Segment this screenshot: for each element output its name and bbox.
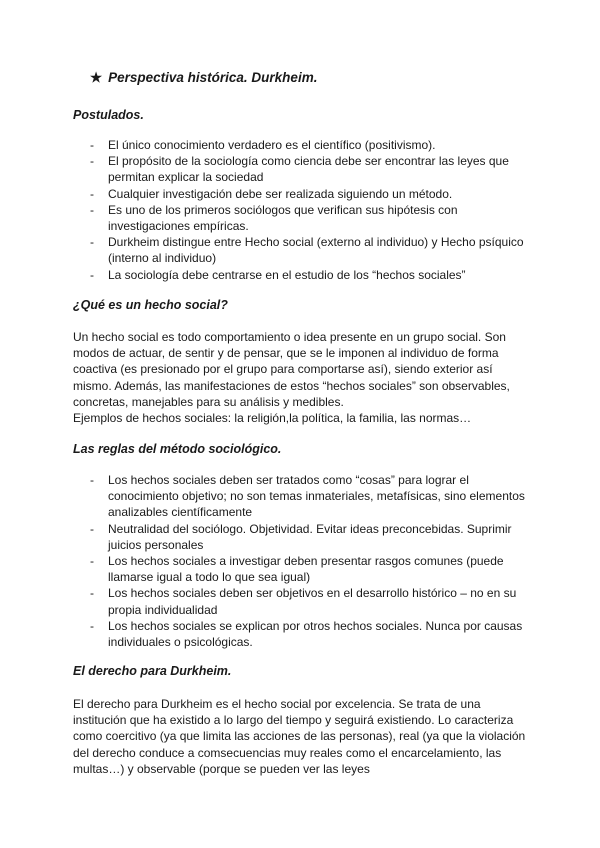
hecho-social-paragraph: Un hecho social es todo comportamiento o idea presente en un grupo social. Son modos de actuar, de sentir y de pensar, que se le imponen al individuo de forma coactiva (es presionado por el grupo para comportarse así), siendo exterior así mismo. Además, las manifestaciones de estos “hechos sociales” son observables, concretas, manejables para su análisis y medibles.: [73, 330, 510, 409]
hecho-social-heading: ¿Qué es un hecho social?: [73, 298, 228, 312]
postulados-list: [90, 137, 530, 283]
reglas-list: [90, 472, 530, 650]
postulados-heading: Postulados.: [73, 108, 144, 122]
list-item: - Neutralidad del sociólogo. Objetividad. Evitar ideas preconcebidas. Suprimir juicios personales: [90, 521, 530, 553]
list-item: - Los hechos sociales deben ser objetivos en el desarrollo histórico – no en su propia individualidad: [90, 585, 530, 617]
list-item: - La sociología debe centrarse en el estudio de los “hechos sociales”: [90, 267, 530, 283]
hecho-social-examples: Ejemplos de hechos sociales: la religión,la política, la familia, las normas…: [73, 411, 472, 425]
list-item: - El único conocimiento verdadero es el científico (positivismo).: [90, 137, 530, 153]
list-item: - Cualquier investigación debe ser realizada siguiendo un método.: [90, 186, 530, 202]
star-bullet-icon: ★: [90, 70, 103, 85]
derecho-heading: El derecho para Durkheim.: [73, 664, 232, 678]
list-item: - Los hechos sociales a investigar deben presentar rasgos comunes (puede llamarse igual a todo lo que sea igual): [90, 553, 530, 585]
list-item: - Durkheim distingue entre Hecho social (externo al individuo) y Hecho psíquico (interno al individuo): [90, 234, 530, 266]
list-item: - El propósito de la sociología como ciencia debe ser encontrar las leyes que permitan explicar la sociedad: [90, 153, 530, 185]
list-item: - Los hechos sociales se explican por otros hechos sociales. Nunca por causas individuales o psicológicas.: [90, 618, 530, 650]
list-item: - Los hechos sociales deben ser tratados como “cosas” para lograr el conocimiento objetivo; no son temas inmateriales, metafísicas, sino elementos analizables científicamente: [90, 472, 530, 521]
reglas-heading: Las reglas del método sociológico.: [73, 442, 282, 456]
section-title: [90, 70, 317, 86]
section-title-text: Perspectiva histórica. Durkheim.: [108, 70, 318, 85]
derecho-paragraph: El derecho para Durkheim es el hecho social por excelencia. Se trata de una institución que ha existido a lo largo del tiempo y seguirá existiendo. Lo caracteriza como coercitivo (ya que limita las acciones de las personas), real (ya que la violación del derecho conduce a comsecuencias muy reales como el encarcelamiento, las multas…) y observable (porque se pueden ver las leyes: [73, 697, 526, 776]
list-item: - Es uno de los primeros sociólogos que verifican sus hipótesis con investigaciones empíricas.: [90, 202, 530, 234]
